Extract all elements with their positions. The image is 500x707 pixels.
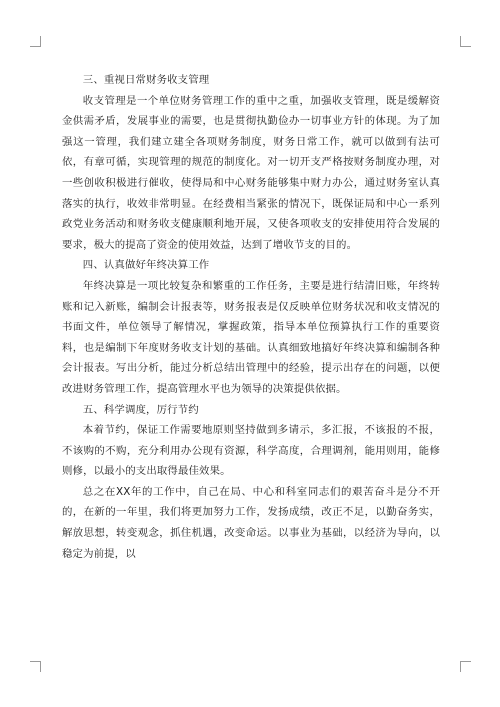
paragraph-summary: 总之在XX年的工作中，自己在局、中心和科室同志们的艰苦奋斗是分不开的，在新的一年里，我们将更加努力工作，发扬成绩，改正不足，以勤奋务实，解放思想，转变观念，抓住机遇，改变命运。以事业为基础，以经济为导向，以稳定为前提，以 bbox=[62, 485, 440, 560]
crop-mark-top-right bbox=[460, 36, 471, 47]
crop-mark-top-left bbox=[30, 36, 41, 47]
paragraph-income-expense-management: 收支管理是一个单位财务管理工作的重中之重，加强收支管理，既是缓解资金供需矛盾，发展事业的需要，也是贯彻执勤俭办一切事业方针的体现。为了加强这一管理，我们建立建全各项财务制度，财务日常工作，就可以做到有法可依，有章可循，实现管理的规范的制度化。对一切开支严格按财务制度办理，对一些创收积极进行催收，使得局和中心财务能够集中财力办公，通过财务室认真落实的执行，收效非常明显。在经费相当紧张的情况下，既保证局和中心一系列政党业务活动和财务收支健康顺利地开展，又使各项收支的安排使用符合发展的要求，极大的提高了资金的使用效益，达到了增收节支的目的。 bbox=[62, 94, 440, 251]
section-heading-5: 五、科学调度，厉行节约 bbox=[82, 403, 199, 416]
section-heading-3: 三、重视日常财务收支管理 bbox=[82, 74, 210, 86]
section-heading-4: 四、认真做好年终决算工作 bbox=[82, 259, 210, 272]
crop-mark-bottom-right bbox=[460, 661, 471, 672]
crop-mark-bottom-left bbox=[30, 661, 41, 672]
document-body bbox=[62, 70, 440, 564]
paragraph-year-end-settlement: 年终决算是一项比较复杂和繁重的工作任务，主要是进行结清旧账，年终转账和记入新账，编制会计报表等，财务报表是仅反映单位财务状况和收支情况的书面文件，单位领导了解情况，掌握政策，指导本单位预算执行工作的重要资料，也是编制下年度财务收支计划的基础。认真细致地搞好年终决算和编制各种会计报表。写出分析，能过分析总结出管理中的经验，提示出存在的问题，以便改进财务管理工作，提高管理水平也为领导的决策提供依据。 bbox=[62, 279, 440, 395]
paragraph-economy: 本着节约，保证工作需要地原则坚持做到多请示，多汇报，不该报的不报，不该购的不购，充分利用办公现有资源，科学高度，合理调剂，能用则用，能修则修，以最小的支出取得最佳效果。 bbox=[62, 424, 440, 478]
